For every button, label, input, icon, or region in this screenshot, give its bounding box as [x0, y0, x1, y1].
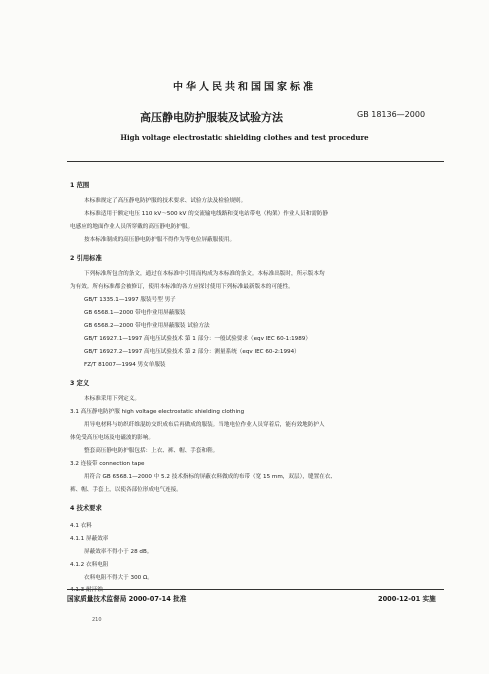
- body-line: 4.1.2 衣料电阻: [70, 562, 109, 568]
- body-line: 衣料电阻不得大于 300 Ω。: [84, 575, 153, 581]
- body-line: FZ/T 81007—1994 男女单服装: [84, 362, 166, 368]
- section-heading: 2 引用标准: [70, 255, 102, 262]
- body-line: 本标准规定了高压静电防护服的技术要求、试验方法及检验规则。: [84, 198, 247, 204]
- body-line: 4.1 衣料: [70, 523, 92, 529]
- body-line: 本标准适用于额定电压 110 kV～500 kV 的交流输电线路和变电站带电（构架）作业人员和需防静: [84, 211, 328, 217]
- body-line: GB 6568.1—2000 带电作业用屏蔽服装: [84, 310, 186, 316]
- body-line: 3.2 连接带 connection tape: [70, 461, 145, 467]
- page-number: 210: [92, 617, 102, 623]
- body-line: GB/T 1335.1—1997 服装号型 男子: [84, 297, 176, 303]
- body-line: 4.1.1 屏蔽效率: [70, 536, 109, 542]
- approval-line: 国家质量技术监督局 2000-07-14 批准: [67, 595, 187, 603]
- body-line: 为有效。所有标准都会被修订，使用本标准的各方应探讨使用下列标准最新版本的可能性。: [70, 284, 294, 290]
- body-line: GB/T 16927.1—1997 高电压试验技术 第 1 部分：一般试验要求（eqv IEC 60-1:1989）: [84, 336, 311, 342]
- body-line: 裤、帽、手套上，以使各部位形成电气连接。: [70, 487, 182, 493]
- national-standard-heading: 中华人民共和国国家标准: [173, 82, 316, 93]
- body-line: GB/T 16927.2—1997 高电压试验技术 第 2 部分：测量系统（eqv IEC 60-2:1994）: [84, 349, 300, 355]
- body-line: 下列标准所包含的条文，通过在本标准中引用而构成为本标准的条文。本标准出版时，所示版本均: [84, 271, 325, 277]
- standard-code: GB 18136—2000: [357, 110, 426, 119]
- section-heading: 3 定义: [70, 380, 90, 387]
- body-line: 按本标准制成的高压静电防护服不得作为等电位屏蔽服使用。: [84, 237, 236, 243]
- body-line: 屏蔽效率不得小于 28 dB。: [84, 549, 153, 555]
- body-line: 3.1 高压静电防护服 high voltage electrostatic shielding clothing: [70, 409, 245, 415]
- document-title: 高压静电防护服装及试验方法: [140, 111, 283, 124]
- bottom-rule: [67, 589, 444, 590]
- body-line: GB 6568.2—2000 带电作业用屏蔽服装 试验方法: [84, 323, 210, 329]
- section-heading: 1 范围: [70, 182, 90, 189]
- body-line: 用符合 GB 6568.1—2000 中 5.2 技术指标的屏蔽衣料做成的布带（宽 15 mm，双层），缝置在衣、: [84, 474, 336, 480]
- body-line: 整套高压静电防护服包括：上衣、裤、帽、手套和鞋。: [84, 448, 219, 454]
- english-title: High voltage electrostatic shielding clothes and test procedure: [120, 133, 369, 142]
- implementation-date: 2000-12-01 实施: [378, 595, 436, 603]
- body-line: 电感应的地面作业人员所穿戴的高压静电防护服。: [70, 224, 194, 230]
- body-line: 体免受高压电场及电磁波的影响。: [70, 435, 154, 441]
- top-rule: [67, 161, 444, 162]
- body-line: 4.1.3 耐汗蚀: [70, 587, 103, 593]
- body-line: 本标准采用下列定义。: [84, 396, 140, 402]
- body-line: 用导电材料与纺织纤维混纺交织成布后再做成的服装。当地电位作业人员穿着后，能有效地防护人: [84, 422, 325, 428]
- section-heading: 4 技术要求: [70, 505, 102, 512]
